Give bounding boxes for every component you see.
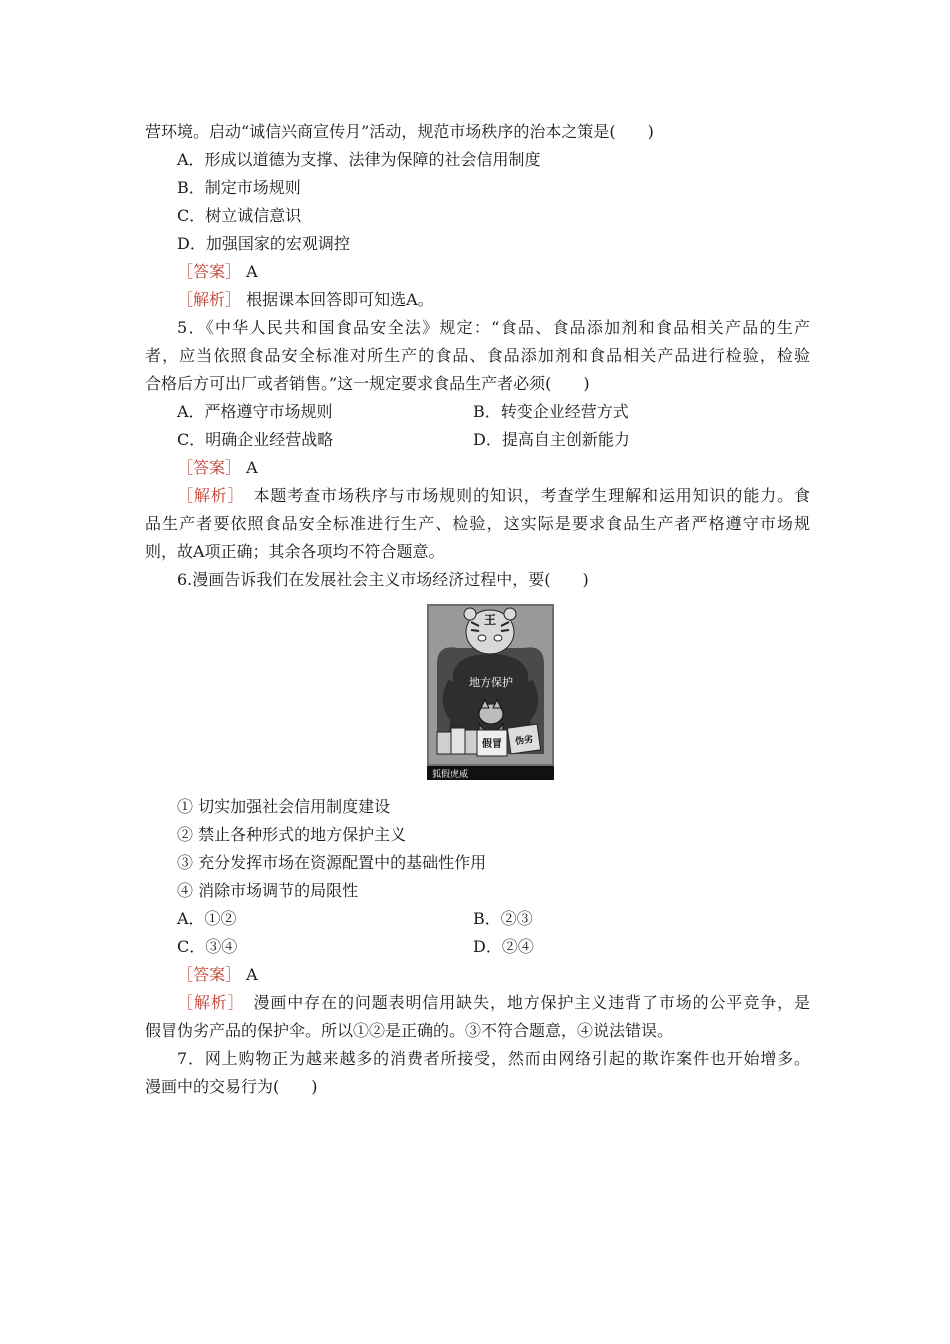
q6-option-a: A．①②	[177, 909, 237, 928]
q4-option-c: C．树立诚信意识	[177, 206, 302, 225]
q5-analysis-line2: 品生产者要依照食品安全标准进行生产、检验，这实际是要求食品生产者严格遵守市场规	[145, 514, 810, 533]
analysis-text: 本题考查市场秩序与市场规则的知识，考查学生理解和运用知识的能力。食	[253, 486, 810, 505]
q4-option-d: D．加强国家的宏观调控	[177, 234, 350, 253]
analysis-label: ［解析］	[177, 486, 237, 505]
cartoon-image	[427, 604, 554, 780]
q6-answer	[177, 965, 842, 985]
q4-option-a: A．形成以道德为支撑、法律为保障的社会信用制度	[177, 150, 541, 169]
q5-option-d: D．提高自主创新能力	[473, 430, 630, 449]
q6-option-d: D．②④	[473, 937, 534, 956]
q5-stem-line1: 5．《中华人民共和国食品安全法》规定：“食品、食品添加剂和食品相关产品的生产	[177, 318, 810, 337]
q7-stem-line2: 漫画中的交易行为( )	[145, 1077, 318, 1096]
q4-answer	[177, 262, 842, 282]
q5-option-b: B．转变企业经营方式	[473, 402, 629, 421]
q5-stem-line2: 者，应当依照食品安全标准对所生产的食品、食品添加剂和食品相关产品进行检验，检验	[145, 346, 810, 365]
q4-stem-tail: 营环境。启动“诚信兴商宣传月”活动，规范市场秩序的治本之策是( )	[145, 122, 654, 141]
analysis-label: ［解析］	[177, 290, 242, 309]
answer-value: A	[246, 458, 258, 477]
q7-stem-line1: 7．网上购物正为越来越多的消费者所接受，然而由网络引起的欺诈案件也开始增多。	[177, 1049, 810, 1068]
q5-analysis-line1	[177, 486, 810, 506]
answer-label: ［答案］	[177, 458, 242, 477]
answer-label: ［答案］	[177, 262, 242, 281]
q6-analysis-line2: 假冒伪劣产品的保护伞。所以①②是正确的。③不符合题意，④说法错误。	[145, 1021, 674, 1040]
cartoon-caption: 狐假虎威	[432, 770, 469, 780]
q5-option-a: A．严格遵守市场规则	[177, 402, 333, 421]
answer-value: A	[246, 965, 258, 984]
analysis-text: 漫画中存在的问题表明信用缺失，地方保护主义违背了市场的公平竞争，是	[253, 993, 810, 1012]
analysis-label: ［解析］	[177, 993, 237, 1012]
cartoon-box2-text: 伪劣	[514, 734, 534, 748]
q6-option-b: B．②③	[473, 909, 533, 928]
q4-analysis	[177, 290, 842, 310]
q5-answer	[177, 458, 842, 478]
q6-item-2: ② 禁止各种形式的地方保护主义	[177, 825, 407, 844]
q6-item-3: ③ 充分发挥市场在资源配置中的基础性作用	[177, 853, 487, 872]
cartoon-body-text: 地方保护	[469, 676, 513, 689]
q6-analysis-line1	[177, 993, 810, 1013]
q6-item-1: ① 切实加强社会信用制度建设	[177, 797, 391, 816]
q5-stem-line3: 合格后方可出厂或者销售。”这一规定要求食品生产者必须( )	[145, 374, 590, 393]
q6-item-4: ④ 消除市场调节的局限性	[177, 881, 359, 900]
cartoon-box1-text: 假冒	[482, 739, 502, 750]
q6-option-c: C．③④	[177, 937, 238, 956]
answer-value: A	[246, 262, 258, 281]
q5-option-c: C．明确企业经营战略	[177, 430, 334, 449]
cartoon-hat-text: 王	[483, 613, 497, 627]
q4-option-b: B．制定市场规则	[177, 178, 301, 197]
q6-stem: 6.漫画告诉我们在发展社会主义市场经济过程中，要( )	[177, 570, 589, 589]
q5-analysis-line3: 则，故A项正确；其余各项均不符合题意。	[145, 542, 445, 561]
answer-label: ［答案］	[177, 965, 242, 984]
analysis-text: 根据课本回答即可知选A。	[246, 290, 434, 309]
